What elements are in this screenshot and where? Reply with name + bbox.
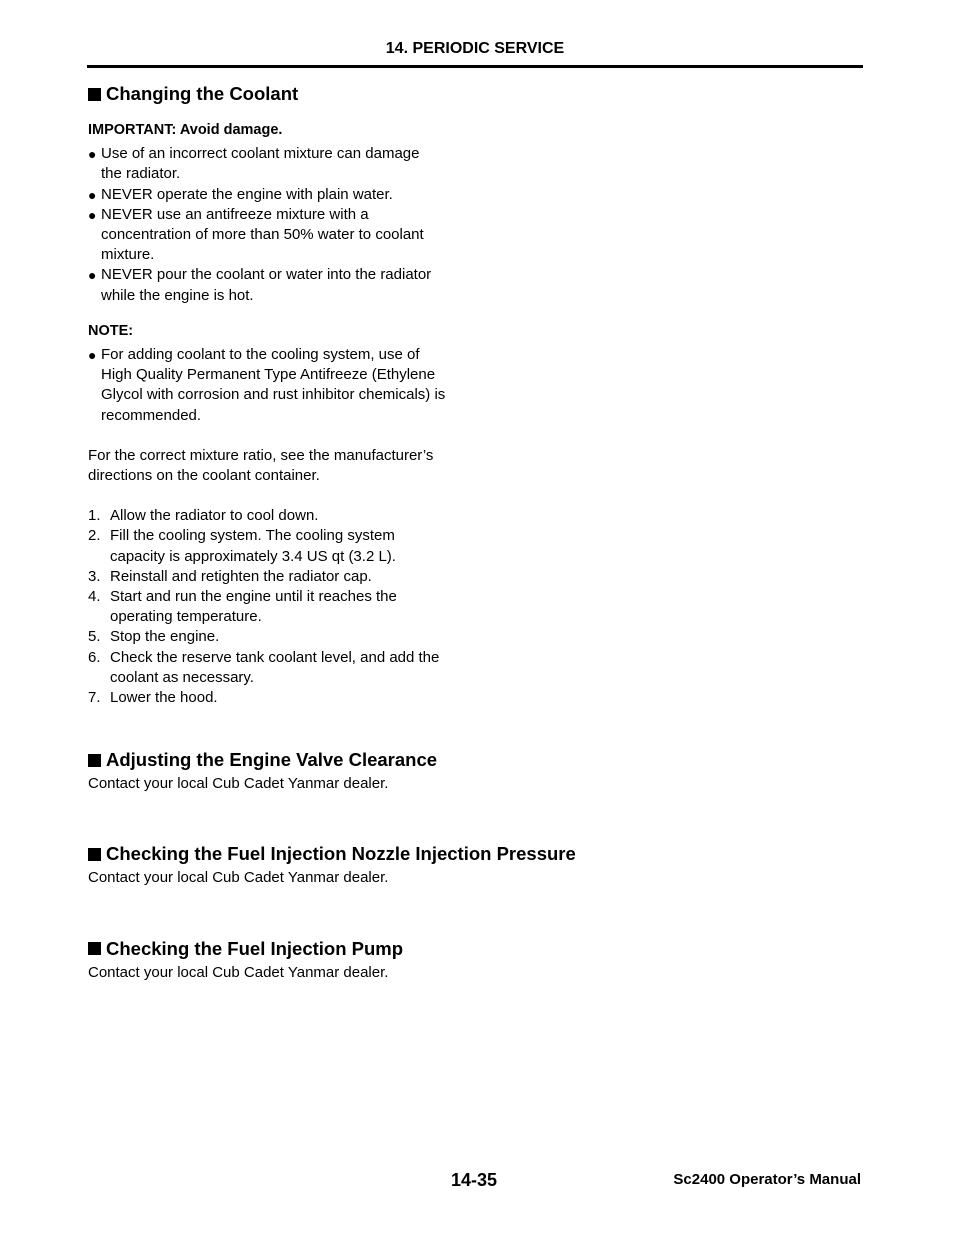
- section-title-nozzle-pressure: [88, 842, 576, 866]
- page-content: [88, 82, 576, 983]
- section-title-changing-coolant: [88, 82, 508, 106]
- bullet-dot-icon: ●: [88, 347, 97, 364]
- important-item: ● Use of an incorrect coolant mixture can damage the radiator.: [88, 144, 440, 184]
- square-bullet-icon: [88, 942, 101, 955]
- section-title-text: Adjusting the Engine Valve Clearance: [106, 749, 438, 771]
- list-item: 1. Allow the radiator to cool down.: [88, 507, 319, 525]
- important-label: IMPORTANT: Avoid damage.: [88, 122, 283, 138]
- section-title-text: Checking the Fuel Injection Pump: [106, 937, 404, 959]
- important-item: ● NEVER operate the engine with plain water.: [88, 185, 440, 205]
- list-item: 7. Lower the hood.: [88, 689, 218, 707]
- bullet-dot-icon: ●: [88, 146, 97, 163]
- list-item: 4. Start and run the engine until it reaches the operating temperature.: [88, 588, 397, 626]
- section-title-text: Changing the Coolant: [106, 83, 299, 104]
- bullet-dot-icon: ●: [88, 186, 97, 203]
- note-item: ● For adding coolant to the cooling system, use of High Quality Permanent Type Antifreeze (Ethylene Glycol with corrosion and rust inhibitor chemicals) is recommended.: [88, 345, 450, 426]
- section-title-valve-clearance: [88, 748, 508, 772]
- important-item: ● NEVER use an antifreeze mixture with a concentration of more than 50% water to coolant mixture.: [88, 205, 440, 266]
- header-rule: [87, 65, 863, 68]
- page-header-title: 14. PERIODIC SERVICE: [385, 40, 565, 57]
- page-number: 14-35: [451, 1170, 498, 1190]
- square-bullet-icon: [88, 88, 101, 101]
- valve-contact-text: Contact your local Cub Cadet Yanmar dealer.: [88, 775, 389, 793]
- coolant-steps-list: [88, 506, 450, 708]
- mixture-ratio-paragraph: For the correct mixture ratio, see the manufacturer’s directions on the coolant container.: [88, 446, 434, 485]
- list-item: 5. Stop the engine.: [88, 628, 220, 646]
- section-title-text: Checking the Fuel Injection Nozzle Injection Pressure: [106, 843, 576, 865]
- list-item: 3. Reinstall and retighten the radiator cap.: [88, 567, 372, 585]
- list-item: 6. Check the reserve tank coolant level, and add the coolant as necessary.: [88, 648, 440, 686]
- bullet-dot-icon: ●: [88, 206, 97, 223]
- note-label: NOTE:: [88, 322, 134, 339]
- bullet-dot-icon: ●: [88, 267, 97, 284]
- square-bullet-icon: [88, 848, 101, 861]
- important-item: ● NEVER pour the coolant or water into the radiator while the engine is hot.: [88, 265, 448, 305]
- section-title-injection-pump: [88, 937, 508, 961]
- manual-title: Sc2400 Operator’s Manual: [673, 1171, 861, 1188]
- pump-contact-text: Contact your local Cub Cadet Yanmar dealer.: [88, 963, 389, 981]
- list-item: 2. Fill the cooling system. The cooling system capacity is approximately 3.4 US qt (3.2 L).: [88, 527, 396, 565]
- nozzle-contact-text: Contact your local Cub Cadet Yanmar dealer.: [88, 869, 389, 887]
- square-bullet-icon: [88, 754, 101, 767]
